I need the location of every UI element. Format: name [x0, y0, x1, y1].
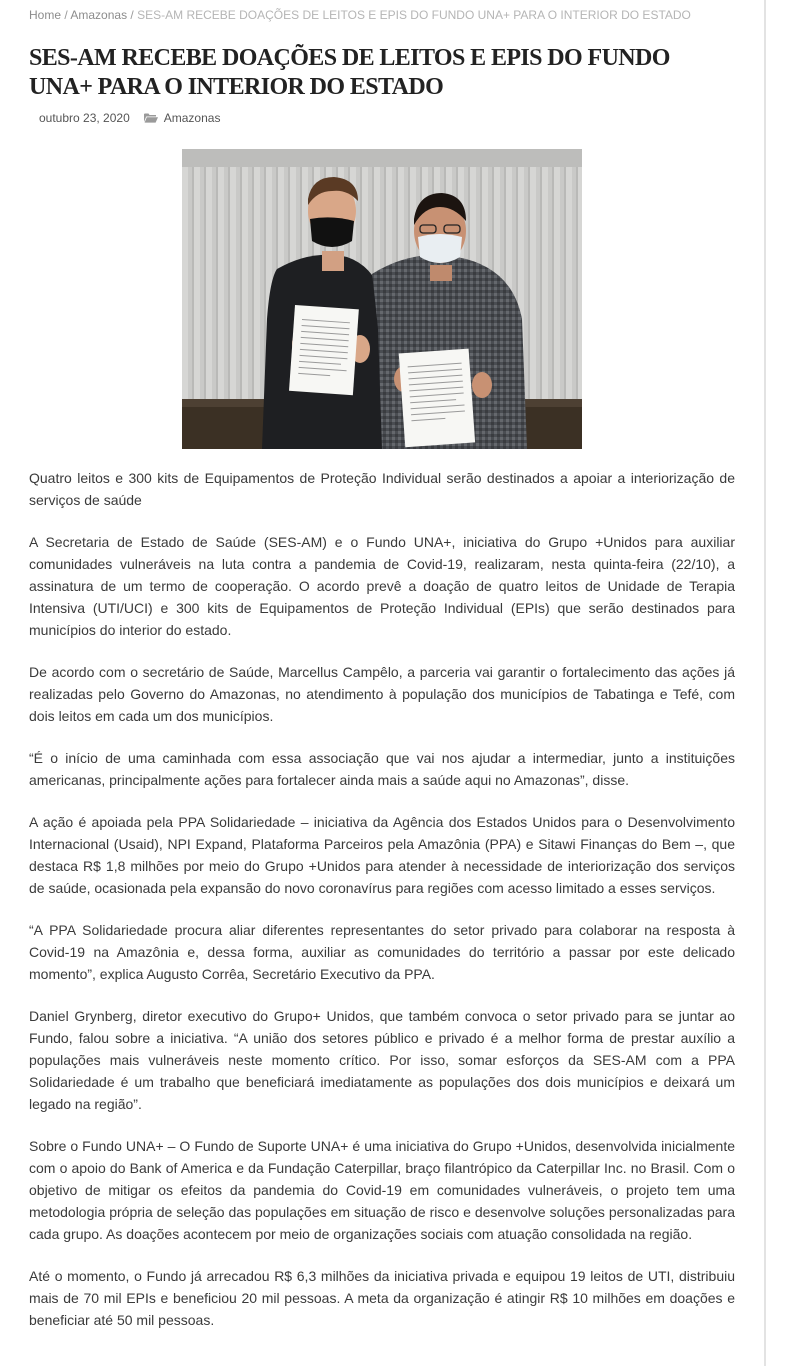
- article-paragraph: Quatro leitos e 300 kits de Equipamentos de Proteção Individual serão destinados a apoiar a interiorização de serviços de saúde: [29, 470, 735, 508]
- article-paragraph: De acordo com o secretário de Saúde, Marcellus Campêlo, a parceria vai garantir o fortalecimento das ações já realizadas pelo Governo do Amazonas, no atendimento à população dos municípios de Tabatinga e Tefé, com dois leitos em cada um dos municípios.: [29, 664, 735, 724]
- article-paragraph: A ação é apoiada pela PPA Solidariedade – iniciativa da Agência dos Estados Unidos para o Desenvolvimento Internacional (Usaid), NPI Expand, Plataforma Parceiros pela Amazônia (PPA) e Sitawi Finanças do Bem –, que destaca R$ 1,8 milhões por meio do Grupo +Unidos para atender à necessidade de interiorização dos serviços de saúde, ocasionada pela expansão do novo coronavírus para regiões com acesso limitado a esses serviços.: [29, 814, 735, 896]
- article-paragraph: Até o momento, o Fundo já arrecadou R$ 6,3 milhões da iniciativa privada e equipou 19 leitos de UTI, distribuiu mais de 70 mil EPIs e beneficiou 20 mil pessoas. A meta da organização é atingir R$ 10 milhões em doações e beneficiar até 50 mil pessoas.: [29, 1268, 735, 1328]
- post-body: [29, 467, 735, 1351]
- featured-photo: [182, 149, 582, 449]
- post-container: [29, 0, 735, 1328]
- breadcrumb-current: SES-AM RECEBE DOAÇÕES DE LEITOS E EPIS DO FUNDO UNA+ PARA O INTERIOR DO ESTADO: [137, 8, 691, 22]
- breadcrumb-home-link[interactable]: Home: [29, 8, 62, 22]
- post-meta: [29, 109, 735, 127]
- featured-photo-illustration: [182, 149, 582, 449]
- article-paragraph: “A PPA Solidariedade procura aliar diferentes representantes do setor privado para colaborar na resposta à Covid-19 na Amazônia e, dessa forma, auxiliar as comunidades do território a passar por este delicado momento”, explica Augusto Corrêa, Secretário Executivo da PPA.: [29, 922, 735, 982]
- article-paragraph: Sobre o Fundo UNA+ – O Fundo de Suporte UNA+ é uma iniciativa do Grupo +Unidos, desenvolvida inicialmente com o apoio do Bank of America e da Fundação Caterpillar, braço filantrópico da Caterpillar Inc. no Brasil. Com o objetivo de mitigar os efeitos da pandemia do Covid-19 em comunidades vulneráveis, o projeto tem uma metodologia própria de seleção das populações em situação de risco e desenvolve soluções personalizadas para cada grupo. As doações acontecem por meio de organizações sociais com atuação consolidada na região.: [29, 1138, 735, 1242]
- article-paragraph: A Secretaria de Estado de Saúde (SES-AM) e o Fundo UNA+, iniciativa do Grupo +Unidos para auxiliar comunidades vulneráveis na luta contra a pandemia de Covid-19, realizaram, nesta quinta-feira (22/10), a assinatura de um termo de cooperação. O acordo prevê a doação de quatro leitos de Unidade de Terapia Intensiva (UTI/UCI) e 300 kits de Equipamentos de Proteção Individual (EPIs) que serão destinados para municípios do interior do estado.: [29, 534, 735, 638]
- article-paragraph: Daniel Grynberg, diretor executivo do Grupo+ Unidos, que também convoca o setor privado para se juntar ao Fundo, falou sobre a iniciativa. “A união dos setores público e privado é a melhor forma de prestar auxílio a populações mais vulneráveis neste momento crítico. Por isso, somar esforços da SES-AM com a PPA Solidariedade é um trabalho que beneficiará imediatamente as populações dos dois municípios e deixará um legado na região”.: [29, 1008, 735, 1112]
- breadcrumb-separator: /: [130, 8, 134, 22]
- folder-open-icon: [144, 113, 158, 123]
- post-title: SES-AM RECEBE DOAÇÕES DE LEITOS E EPIS DO FUNDO UNA+ PARA O INTERIOR DO ESTADO: [29, 45, 670, 100]
- breadcrumb-separator: /: [64, 8, 68, 22]
- article-paragraph: “É o início de uma caminhada com essa associação que vai nos ajudar a intermediar, junto a instituições americanas, principalmente ações para fortalecer ainda mais a saúde aqui no Amazonas”, disse.: [29, 750, 735, 788]
- post-category-link[interactable]: Amazonas: [163, 111, 221, 125]
- post-date: outubro 23, 2020: [39, 111, 130, 125]
- breadcrumb-category-link[interactable]: Amazonas: [70, 8, 128, 22]
- page-right-edge: [764, 0, 766, 1366]
- breadcrumb: [29, 7, 735, 23]
